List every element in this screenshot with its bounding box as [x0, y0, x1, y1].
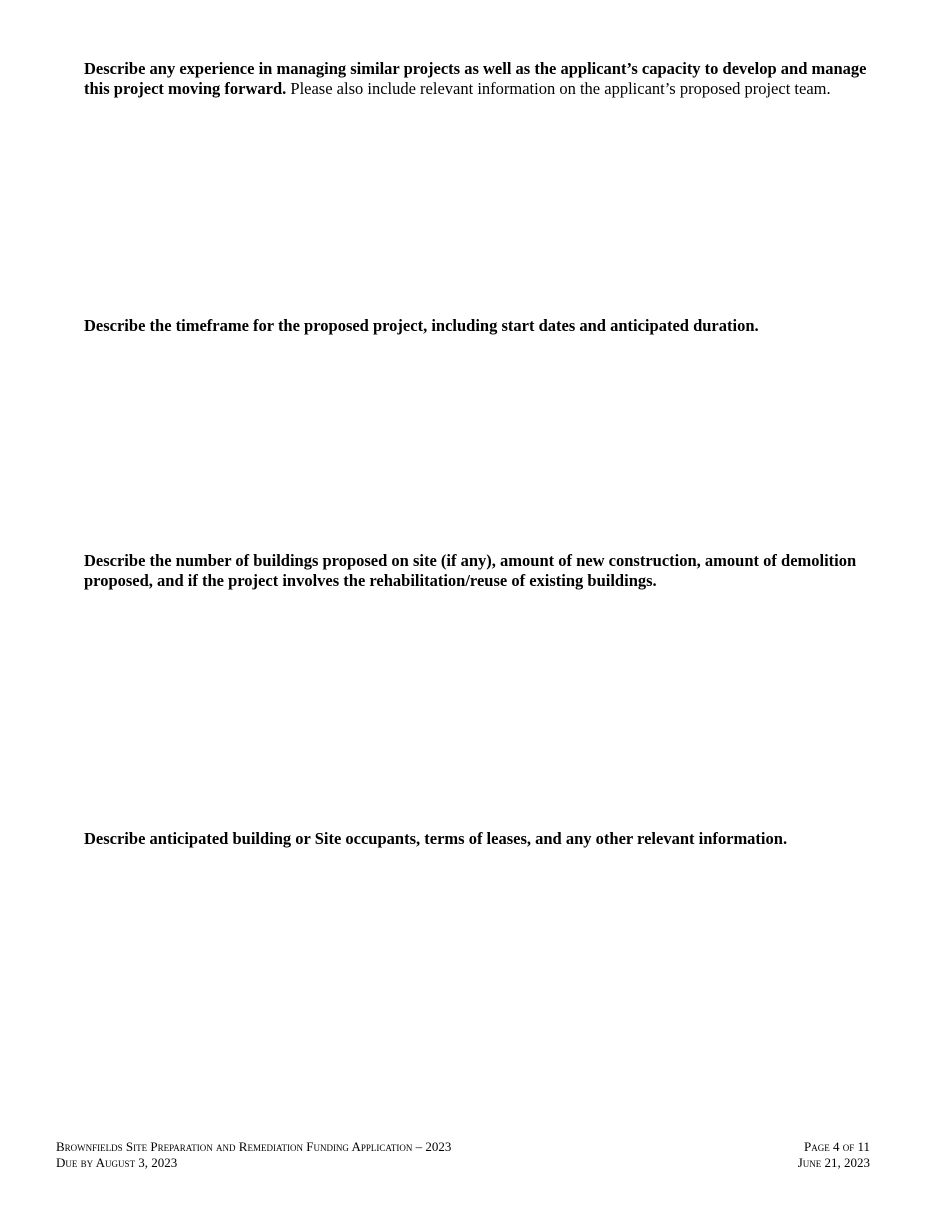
question-prompt: Describe the timeframe for the proposed project, including start dates and anticipated duration. [84, 316, 759, 335]
question-project-experience [84, 59, 884, 99]
question-occupants [84, 829, 904, 849]
footer-due-date: Due by August 3, 2023 [56, 1155, 178, 1170]
footer-right [798, 1139, 870, 1171]
question-prompt: Describe the number of buildings proposed on site (if any), amount of new construction, amount of demolition proposed, and if the project involves the rehabilitation/reuse of existing buildings. [84, 551, 857, 590]
question-timeframe [84, 316, 884, 336]
footer-title: Brownfields Site Preparation and Remediation Funding Application – 2023 [56, 1139, 452, 1154]
footer-left [56, 1139, 451, 1171]
footer-date: June 21, 2023 [797, 1155, 870, 1170]
question-buildings [84, 551, 884, 591]
question-prompt: Describe any experience in managing similar projects as well as the applicant’s capacity to develop and manage this project moving forward. [84, 59, 867, 98]
question-note: Please also include relevant information on the applicant’s proposed project team. [286, 79, 831, 98]
page-number: Page 4 of 11 [804, 1139, 870, 1154]
question-prompt: Describe anticipated building or Site occupants, terms of leases, and any other relevant information. [84, 829, 788, 848]
